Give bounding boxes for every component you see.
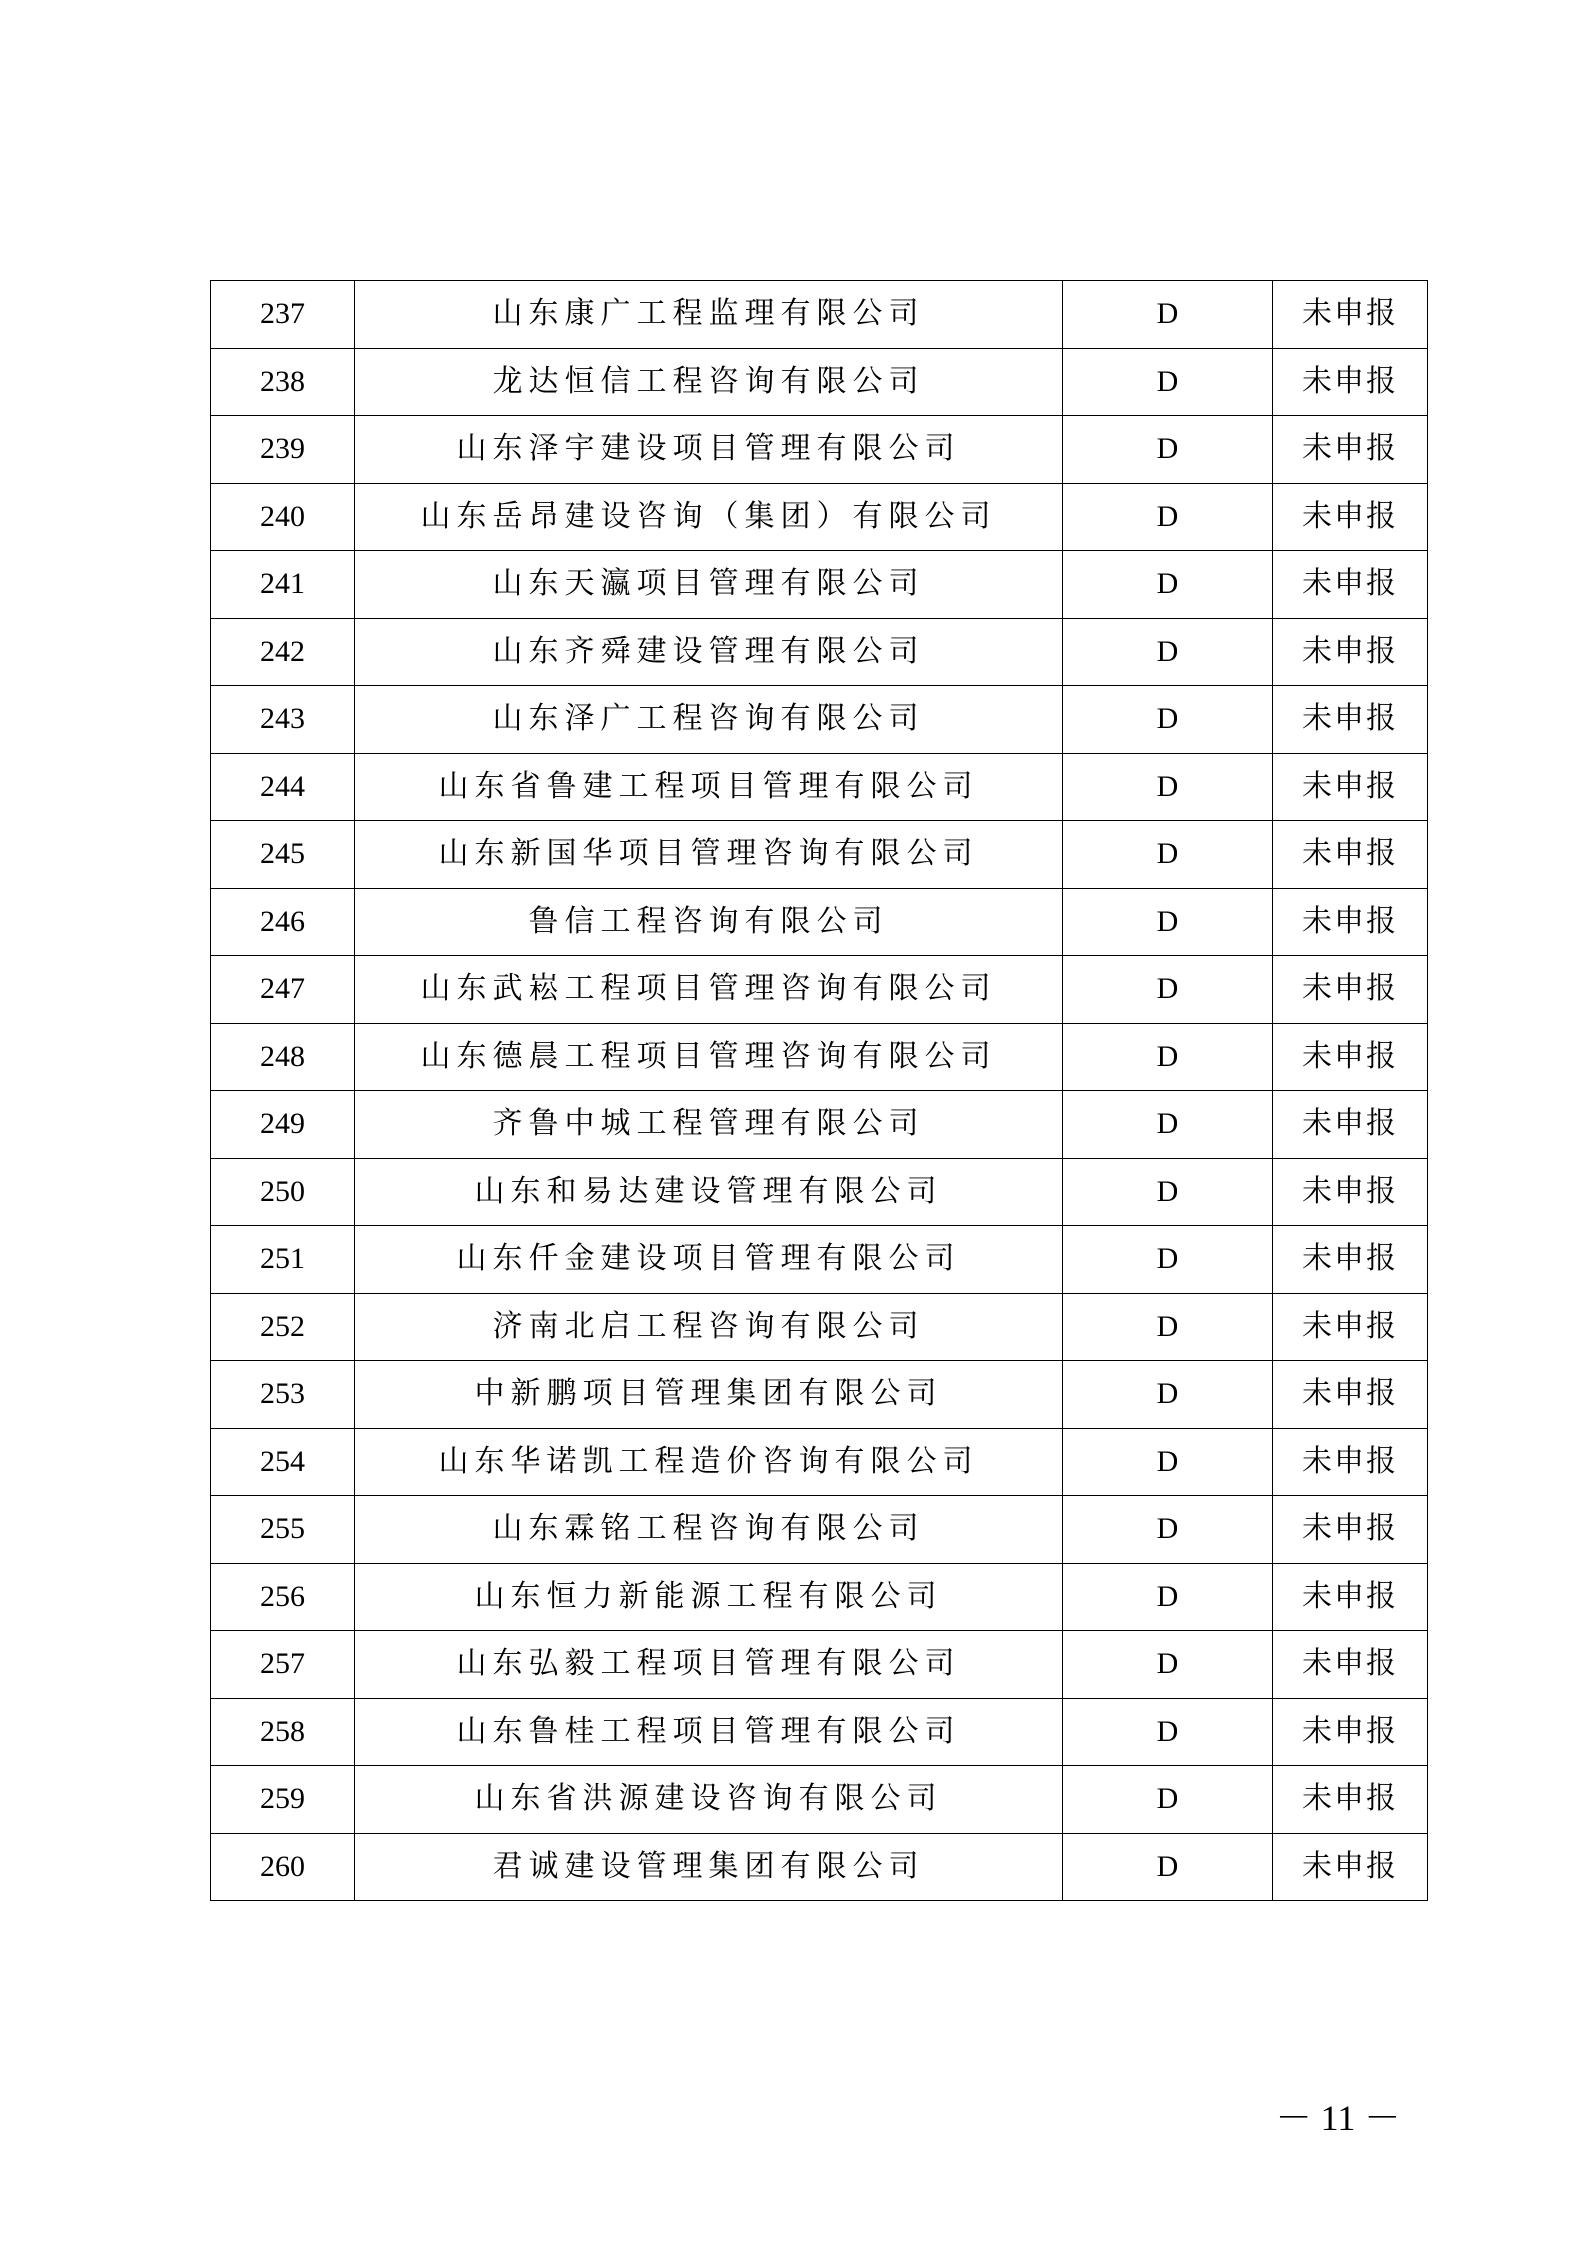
company-name: 山东省洪源建设咨询有限公司 bbox=[355, 1766, 1063, 1834]
row-number: 255 bbox=[211, 1496, 355, 1564]
company-name: 龙达恒信工程咨询有限公司 bbox=[355, 348, 1063, 416]
table-row bbox=[211, 753, 1428, 821]
credit-grade: D bbox=[1063, 281, 1273, 349]
report-status: 未申报 bbox=[1273, 551, 1428, 619]
table-row bbox=[211, 1563, 1428, 1631]
row-number: 251 bbox=[211, 1226, 355, 1294]
company-name: 山东德晨工程项目管理咨询有限公司 bbox=[355, 1023, 1063, 1091]
credit-grade: D bbox=[1063, 1563, 1273, 1631]
report-status: 未申报 bbox=[1273, 1631, 1428, 1699]
report-status: 未申报 bbox=[1273, 1158, 1428, 1226]
row-number: 256 bbox=[211, 1563, 355, 1631]
report-status: 未申报 bbox=[1273, 1361, 1428, 1429]
row-number: 252 bbox=[211, 1293, 355, 1361]
credit-grade: D bbox=[1063, 1226, 1273, 1294]
company-table bbox=[210, 280, 1428, 1901]
report-status: 未申报 bbox=[1273, 821, 1428, 889]
row-number: 241 bbox=[211, 551, 355, 619]
table-row bbox=[211, 1833, 1428, 1901]
credit-grade: D bbox=[1063, 618, 1273, 686]
report-status: 未申报 bbox=[1273, 1496, 1428, 1564]
report-status: 未申报 bbox=[1273, 1226, 1428, 1294]
table-row bbox=[211, 1023, 1428, 1091]
credit-grade: D bbox=[1063, 1766, 1273, 1834]
table-row bbox=[211, 416, 1428, 484]
credit-grade: D bbox=[1063, 483, 1273, 551]
credit-grade: D bbox=[1063, 1158, 1273, 1226]
credit-grade: D bbox=[1063, 1091, 1273, 1159]
row-number: 237 bbox=[211, 281, 355, 349]
row-number: 254 bbox=[211, 1428, 355, 1496]
table-row bbox=[211, 956, 1428, 1024]
company-name: 山东天瀛项目管理有限公司 bbox=[355, 551, 1063, 619]
row-number: 257 bbox=[211, 1631, 355, 1699]
row-number: 258 bbox=[211, 1698, 355, 1766]
company-name: 济南北启工程咨询有限公司 bbox=[355, 1293, 1063, 1361]
row-number: 244 bbox=[211, 753, 355, 821]
row-number: 250 bbox=[211, 1158, 355, 1226]
credit-grade: D bbox=[1063, 1293, 1273, 1361]
report-status: 未申报 bbox=[1273, 483, 1428, 551]
row-number: 246 bbox=[211, 888, 355, 956]
company-name: 山东康广工程监理有限公司 bbox=[355, 281, 1063, 349]
row-number: 240 bbox=[211, 483, 355, 551]
company-name: 山东仟金建设项目管理有限公司 bbox=[355, 1226, 1063, 1294]
report-status: 未申报 bbox=[1273, 956, 1428, 1024]
company-name: 山东泽广工程咨询有限公司 bbox=[355, 686, 1063, 754]
table-row bbox=[211, 1293, 1428, 1361]
credit-grade: D bbox=[1063, 1428, 1273, 1496]
credit-grade: D bbox=[1063, 551, 1273, 619]
credit-grade: D bbox=[1063, 956, 1273, 1024]
company-name: 山东齐舜建设管理有限公司 bbox=[355, 618, 1063, 686]
report-status: 未申报 bbox=[1273, 618, 1428, 686]
company-name: 山东弘毅工程项目管理有限公司 bbox=[355, 1631, 1063, 1699]
report-status: 未申报 bbox=[1273, 1023, 1428, 1091]
table-row bbox=[211, 1428, 1428, 1496]
report-status: 未申报 bbox=[1273, 1698, 1428, 1766]
report-status: 未申报 bbox=[1273, 1833, 1428, 1901]
table-row bbox=[211, 821, 1428, 889]
company-name: 中新鹏项目管理集团有限公司 bbox=[355, 1361, 1063, 1429]
report-status: 未申报 bbox=[1273, 1091, 1428, 1159]
credit-grade: D bbox=[1063, 686, 1273, 754]
report-status: 未申报 bbox=[1273, 1766, 1428, 1834]
report-status: 未申报 bbox=[1273, 348, 1428, 416]
row-number: 260 bbox=[211, 1833, 355, 1901]
table-row bbox=[211, 618, 1428, 686]
row-number: 245 bbox=[211, 821, 355, 889]
table-row bbox=[211, 1698, 1428, 1766]
row-number: 249 bbox=[211, 1091, 355, 1159]
report-status: 未申报 bbox=[1273, 686, 1428, 754]
report-status: 未申报 bbox=[1273, 416, 1428, 484]
row-number: 247 bbox=[211, 956, 355, 1024]
credit-grade: D bbox=[1063, 1023, 1273, 1091]
report-status: 未申报 bbox=[1273, 1563, 1428, 1631]
company-name: 山东新国华项目管理咨询有限公司 bbox=[355, 821, 1063, 889]
table-row bbox=[211, 1226, 1428, 1294]
report-status: 未申报 bbox=[1273, 753, 1428, 821]
row-number: 242 bbox=[211, 618, 355, 686]
report-status: 未申报 bbox=[1273, 1428, 1428, 1496]
company-table-body bbox=[211, 281, 1428, 1901]
report-status: 未申报 bbox=[1273, 1293, 1428, 1361]
table-row bbox=[211, 686, 1428, 754]
company-name: 齐鲁中城工程管理有限公司 bbox=[355, 1091, 1063, 1159]
table-row bbox=[211, 1091, 1428, 1159]
credit-grade: D bbox=[1063, 1631, 1273, 1699]
page-number: － 11 － bbox=[1275, 2098, 1401, 2138]
credit-grade: D bbox=[1063, 753, 1273, 821]
table-row bbox=[211, 1361, 1428, 1429]
company-name: 君诚建设管理集团有限公司 bbox=[355, 1833, 1063, 1901]
company-name: 山东霖铭工程咨询有限公司 bbox=[355, 1496, 1063, 1564]
row-number: 259 bbox=[211, 1766, 355, 1834]
table-row bbox=[211, 1158, 1428, 1226]
table-row bbox=[211, 1496, 1428, 1564]
credit-grade: D bbox=[1063, 416, 1273, 484]
table-row bbox=[211, 348, 1428, 416]
table-row bbox=[211, 1631, 1428, 1699]
company-name: 山东泽宇建设项目管理有限公司 bbox=[355, 416, 1063, 484]
credit-grade: D bbox=[1063, 1833, 1273, 1901]
company-name: 鲁信工程咨询有限公司 bbox=[355, 888, 1063, 956]
table-row bbox=[211, 888, 1428, 956]
credit-grade: D bbox=[1063, 888, 1273, 956]
credit-grade: D bbox=[1063, 821, 1273, 889]
report-status: 未申报 bbox=[1273, 888, 1428, 956]
row-number: 248 bbox=[211, 1023, 355, 1091]
credit-grade: D bbox=[1063, 348, 1273, 416]
table-row bbox=[211, 1766, 1428, 1834]
company-name: 山东鲁桂工程项目管理有限公司 bbox=[355, 1698, 1063, 1766]
row-number: 253 bbox=[211, 1361, 355, 1429]
company-name: 山东岳昂建设咨询（集团）有限公司 bbox=[355, 483, 1063, 551]
company-name: 山东华诺凯工程造价咨询有限公司 bbox=[355, 1428, 1063, 1496]
credit-grade: D bbox=[1063, 1361, 1273, 1429]
company-name: 山东恒力新能源工程有限公司 bbox=[355, 1563, 1063, 1631]
table-row bbox=[211, 483, 1428, 551]
table-row bbox=[211, 281, 1428, 349]
row-number: 239 bbox=[211, 416, 355, 484]
row-number: 238 bbox=[211, 348, 355, 416]
report-status: 未申报 bbox=[1273, 281, 1428, 349]
credit-grade: D bbox=[1063, 1496, 1273, 1564]
table-row bbox=[211, 551, 1428, 619]
company-name: 山东和易达建设管理有限公司 bbox=[355, 1158, 1063, 1226]
credit-grade: D bbox=[1063, 1698, 1273, 1766]
company-name: 山东省鲁建工程项目管理有限公司 bbox=[355, 753, 1063, 821]
company-name: 山东武崧工程项目管理咨询有限公司 bbox=[355, 956, 1063, 1024]
row-number: 243 bbox=[211, 686, 355, 754]
